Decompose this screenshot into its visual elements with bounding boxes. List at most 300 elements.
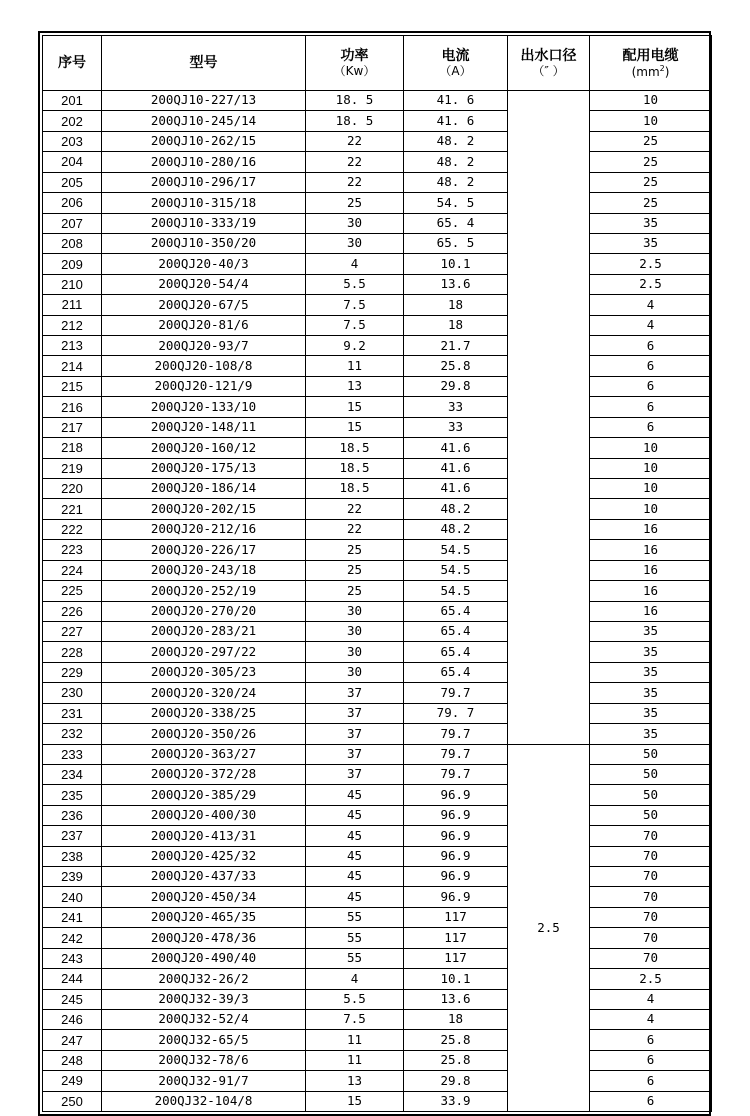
table-row <box>43 989 712 1009</box>
cell-model: 200QJ32-52/4 <box>102 1009 306 1029</box>
cell-cable: 35 <box>590 703 712 723</box>
cell-cable: 4 <box>590 315 712 335</box>
table-row <box>43 356 712 376</box>
cell-index: 219 <box>43 458 102 478</box>
table-row <box>43 1091 712 1111</box>
cell-current: 18 <box>404 315 508 335</box>
cell-power: 11 <box>306 1030 404 1050</box>
table-row <box>43 1009 712 1029</box>
cell-cable: 50 <box>590 785 712 805</box>
cell-power: 15 <box>306 1091 404 1111</box>
cell-current: 54.5 <box>404 581 508 601</box>
cell-model: 200QJ20-81/6 <box>102 315 306 335</box>
cell-cable: 10 <box>590 111 712 131</box>
cell-cable: 4 <box>590 1009 712 1029</box>
table-row <box>43 887 712 907</box>
cell-index: 206 <box>43 193 102 213</box>
table-row <box>43 91 712 111</box>
cell-model: 200QJ32-78/6 <box>102 1050 306 1070</box>
cell-power: 45 <box>306 785 404 805</box>
cell-index: 248 <box>43 1050 102 1070</box>
cell-model: 200QJ10-227/13 <box>102 91 306 111</box>
table-row <box>43 254 712 274</box>
table-row <box>43 560 712 580</box>
header-cable <box>590 36 712 91</box>
cell-model: 200QJ10-350/20 <box>102 233 306 253</box>
table-row <box>43 315 712 335</box>
cell-model: 200QJ32-26/2 <box>102 969 306 989</box>
cell-power: 25 <box>306 581 404 601</box>
cell-cable: 70 <box>590 867 712 887</box>
cell-cable: 16 <box>590 581 712 601</box>
cell-model: 200QJ20-465/35 <box>102 907 306 927</box>
cell-current: 48. 2 <box>404 152 508 172</box>
cell-model: 200QJ20-400/30 <box>102 805 306 825</box>
cell-model: 200QJ20-212/16 <box>102 519 306 539</box>
cell-index: 215 <box>43 376 102 396</box>
cell-current: 41.6 <box>404 479 508 499</box>
table-row <box>43 785 712 805</box>
table-row <box>43 376 712 396</box>
cell-index: 230 <box>43 683 102 703</box>
cell-index: 225 <box>43 581 102 601</box>
cell-index: 246 <box>43 1009 102 1029</box>
cell-index: 205 <box>43 172 102 192</box>
cell-index: 214 <box>43 356 102 376</box>
cell-model: 200QJ20-175/13 <box>102 458 306 478</box>
cell-current: 79. 7 <box>404 703 508 723</box>
header-power <box>306 36 404 91</box>
cell-model: 200QJ20-252/19 <box>102 581 306 601</box>
cell-model: 200QJ20-305/23 <box>102 662 306 682</box>
cell-power: 22 <box>306 172 404 192</box>
table-row <box>43 724 712 744</box>
cell-power: 22 <box>306 519 404 539</box>
cell-current: 117 <box>404 948 508 968</box>
cell-current: 41.6 <box>404 438 508 458</box>
cell-cable: 10 <box>590 499 712 519</box>
cell-cable: 6 <box>590 336 712 356</box>
cell-index: 201 <box>43 91 102 111</box>
cell-power: 15 <box>306 397 404 417</box>
cell-index: 239 <box>43 867 102 887</box>
cell-current: 21.7 <box>404 336 508 356</box>
cell-index: 228 <box>43 642 102 662</box>
cell-cable: 35 <box>590 662 712 682</box>
cell-current: 54.5 <box>404 560 508 580</box>
cell-model: 200QJ20-270/20 <box>102 601 306 621</box>
cell-model: 200QJ20-67/5 <box>102 295 306 315</box>
cell-current: 10.1 <box>404 254 508 274</box>
cell-cable: 2.5 <box>590 274 712 294</box>
table-row <box>43 213 712 233</box>
table-row <box>43 662 712 682</box>
cell-current: 25.8 <box>404 356 508 376</box>
cell-power: 30 <box>306 233 404 253</box>
cell-cable: 50 <box>590 805 712 825</box>
cell-current: 65.4 <box>404 642 508 662</box>
cell-model: 200QJ20-413/31 <box>102 826 306 846</box>
cell-model: 200QJ20-425/32 <box>102 846 306 866</box>
cell-model: 200QJ20-133/10 <box>102 397 306 417</box>
cell-cable: 50 <box>590 744 712 764</box>
cell-power: 37 <box>306 744 404 764</box>
cell-current: 41.6 <box>404 458 508 478</box>
table-row <box>43 581 712 601</box>
cell-current: 54. 5 <box>404 193 508 213</box>
cell-power: 7.5 <box>306 1009 404 1029</box>
header-model: 型号 <box>102 36 306 91</box>
cell-model: 200QJ10-280/16 <box>102 152 306 172</box>
cell-cable: 6 <box>590 376 712 396</box>
cell-index: 213 <box>43 336 102 356</box>
cell-model: 200QJ20-121/9 <box>102 376 306 396</box>
cell-power: 18. 5 <box>306 111 404 131</box>
pump-spec-table-frame <box>38 31 711 1116</box>
header-power-label: 功率 <box>340 48 369 64</box>
cell-current: 48. 2 <box>404 172 508 192</box>
header-power-unit: （Kw） <box>333 64 376 78</box>
table-row <box>43 458 712 478</box>
cell-power: 18.5 <box>306 438 404 458</box>
table-row <box>43 519 712 539</box>
cell-power: 30 <box>306 662 404 682</box>
cell-model: 200QJ20-320/24 <box>102 683 306 703</box>
cell-current: 96.9 <box>404 826 508 846</box>
cell-index: 218 <box>43 438 102 458</box>
cell-current: 41. 6 <box>404 91 508 111</box>
cell-current: 65. 5 <box>404 233 508 253</box>
cell-current: 54.5 <box>404 540 508 560</box>
cell-index: 204 <box>43 152 102 172</box>
cell-power: 15 <box>306 417 404 437</box>
cell-index: 224 <box>43 560 102 580</box>
cell-outlet-merged: 2.5 <box>508 744 590 1112</box>
table-row <box>43 621 712 641</box>
cell-model: 200QJ20-490/40 <box>102 948 306 968</box>
cell-model: 200QJ20-202/15 <box>102 499 306 519</box>
cell-power: 45 <box>306 846 404 866</box>
cell-power: 30 <box>306 213 404 233</box>
cell-current: 65.4 <box>404 601 508 621</box>
cell-current: 48. 2 <box>404 131 508 151</box>
table-row <box>43 703 712 723</box>
header-current <box>404 36 508 91</box>
cell-current: 79.7 <box>404 683 508 703</box>
cell-index: 210 <box>43 274 102 294</box>
cell-cable: 25 <box>590 193 712 213</box>
cell-power: 25 <box>306 540 404 560</box>
table-row <box>43 417 712 437</box>
cell-index: 233 <box>43 744 102 764</box>
cell-model: 200QJ20-226/17 <box>102 540 306 560</box>
table-row <box>43 336 712 356</box>
cell-model: 200QJ20-243/18 <box>102 560 306 580</box>
cell-power: 18.5 <box>306 458 404 478</box>
cell-power: 30 <box>306 621 404 641</box>
cell-index: 211 <box>43 295 102 315</box>
cell-cable: 4 <box>590 295 712 315</box>
cell-index: 220 <box>43 479 102 499</box>
cell-cable: 70 <box>590 826 712 846</box>
cell-index: 234 <box>43 764 102 784</box>
cell-power: 25 <box>306 560 404 580</box>
cell-index: 245 <box>43 989 102 1009</box>
cell-model: 200QJ32-65/5 <box>102 1030 306 1050</box>
cell-index: 232 <box>43 724 102 744</box>
cell-model: 200QJ20-186/14 <box>102 479 306 499</box>
cell-current: 33 <box>404 397 508 417</box>
table-row <box>43 233 712 253</box>
cell-current: 33 <box>404 417 508 437</box>
header-row <box>43 36 712 91</box>
cell-index: 243 <box>43 948 102 968</box>
cell-current: 79.7 <box>404 764 508 784</box>
cell-power: 4 <box>306 969 404 989</box>
cell-index: 231 <box>43 703 102 723</box>
cell-index: 203 <box>43 131 102 151</box>
table-row <box>43 683 712 703</box>
cell-index: 208 <box>43 233 102 253</box>
table-row <box>43 846 712 866</box>
table-row <box>43 397 712 417</box>
cell-cable: 6 <box>590 1050 712 1070</box>
table-row <box>43 764 712 784</box>
table-row <box>43 152 712 172</box>
cell-current: 13.6 <box>404 989 508 1009</box>
cell-index: 244 <box>43 969 102 989</box>
cell-index: 238 <box>43 846 102 866</box>
cell-model: 200QJ10-333/19 <box>102 213 306 233</box>
cell-power: 30 <box>306 642 404 662</box>
cell-cable: 35 <box>590 621 712 641</box>
cell-index: 236 <box>43 805 102 825</box>
cell-index: 209 <box>43 254 102 274</box>
pump-spec-table <box>42 35 712 1112</box>
cell-model: 200QJ10-315/18 <box>102 193 306 213</box>
header-outlet-unit: （″ ） <box>532 64 565 78</box>
cell-index: 217 <box>43 417 102 437</box>
cell-power: 5.5 <box>306 274 404 294</box>
cell-current: 13.6 <box>404 274 508 294</box>
cell-cable: 10 <box>590 438 712 458</box>
table-row <box>43 928 712 948</box>
table-row <box>43 193 712 213</box>
cell-power: 9.2 <box>306 336 404 356</box>
header-outlet-label: 出水口径 <box>520 48 577 64</box>
cell-cable: 2.5 <box>590 969 712 989</box>
table-row <box>43 826 712 846</box>
cell-current: 117 <box>404 928 508 948</box>
cell-cable: 6 <box>590 417 712 437</box>
table-row <box>43 969 712 989</box>
cell-power: 37 <box>306 683 404 703</box>
cell-model: 200QJ10-296/17 <box>102 172 306 192</box>
cell-cable: 70 <box>590 887 712 907</box>
cell-current: 65.4 <box>404 621 508 641</box>
cell-model: 200QJ20-437/33 <box>102 867 306 887</box>
cell-cable: 35 <box>590 724 712 744</box>
cell-cable: 35 <box>590 213 712 233</box>
cell-index: 221 <box>43 499 102 519</box>
cell-model: 200QJ20-450/34 <box>102 887 306 907</box>
cell-power: 25 <box>306 193 404 213</box>
cell-cable: 70 <box>590 948 712 968</box>
cell-model: 200QJ20-40/3 <box>102 254 306 274</box>
cell-current: 29.8 <box>404 1071 508 1091</box>
cell-cable: 25 <box>590 152 712 172</box>
cell-current: 33.9 <box>404 1091 508 1111</box>
header-current-label: 电流 <box>441 48 470 64</box>
cell-power: 22 <box>306 152 404 172</box>
header-current-unit: （A） <box>439 64 472 78</box>
cell-cable: 16 <box>590 540 712 560</box>
cell-current: 96.9 <box>404 867 508 887</box>
table-row <box>43 499 712 519</box>
cell-cable: 25 <box>590 172 712 192</box>
cell-power: 18.5 <box>306 479 404 499</box>
cell-index: 202 <box>43 111 102 131</box>
cell-cable: 6 <box>590 1091 712 1111</box>
table-row <box>43 907 712 927</box>
cell-index: 237 <box>43 826 102 846</box>
cell-power: 11 <box>306 356 404 376</box>
header-cable-unit: $(mm^2)$ <box>631 63 670 79</box>
header-cable-label: 配用电缆 <box>622 47 679 64</box>
cell-index: 207 <box>43 213 102 233</box>
cell-cable: 35 <box>590 683 712 703</box>
cell-model: 200QJ32-104/8 <box>102 1091 306 1111</box>
table-row <box>43 479 712 499</box>
cell-current: 96.9 <box>404 887 508 907</box>
cell-cable: 70 <box>590 907 712 927</box>
cell-model: 200QJ20-338/25 <box>102 703 306 723</box>
cell-index: 226 <box>43 601 102 621</box>
cell-power: 7.5 <box>306 295 404 315</box>
cell-current: 96.9 <box>404 846 508 866</box>
table-row <box>43 744 712 764</box>
table-row <box>43 540 712 560</box>
cell-cable: 10 <box>590 479 712 499</box>
cell-model: 200QJ20-350/26 <box>102 724 306 744</box>
cell-power: 45 <box>306 867 404 887</box>
cell-model: 200QJ20-385/29 <box>102 785 306 805</box>
cell-index: 249 <box>43 1071 102 1091</box>
cell-model: 200QJ20-160/12 <box>102 438 306 458</box>
cell-index: 235 <box>43 785 102 805</box>
table-row <box>43 172 712 192</box>
table-body <box>43 91 712 1112</box>
cell-model: 200QJ20-297/22 <box>102 642 306 662</box>
header-index: 序号 <box>43 36 102 91</box>
table-row <box>43 111 712 131</box>
cell-cable: 6 <box>590 1071 712 1091</box>
cell-index: 240 <box>43 887 102 907</box>
table-row <box>43 1050 712 1070</box>
cell-cable: 10 <box>590 91 712 111</box>
cell-current: 18 <box>404 1009 508 1029</box>
cell-power: 55 <box>306 907 404 927</box>
table-row <box>43 1030 712 1050</box>
table-row <box>43 642 712 662</box>
cell-power: 11 <box>306 1050 404 1070</box>
cell-current: 48.2 <box>404 519 508 539</box>
cell-model: 200QJ20-363/27 <box>102 744 306 764</box>
cell-model: 200QJ20-283/21 <box>102 621 306 641</box>
table-row <box>43 601 712 621</box>
cell-power: 18. 5 <box>306 91 404 111</box>
table-row <box>43 805 712 825</box>
cell-cable: 10 <box>590 458 712 478</box>
cell-current: 65. 4 <box>404 213 508 233</box>
cell-index: 212 <box>43 315 102 335</box>
cell-index: 242 <box>43 928 102 948</box>
cell-index: 241 <box>43 907 102 927</box>
cell-power: 55 <box>306 928 404 948</box>
cell-power: 13 <box>306 1071 404 1091</box>
cell-model: 200QJ10-262/15 <box>102 131 306 151</box>
cell-outlet-merged <box>508 91 590 745</box>
table-row <box>43 867 712 887</box>
cell-model: 200QJ20-478/36 <box>102 928 306 948</box>
cell-current: 79.7 <box>404 744 508 764</box>
cell-cable: 35 <box>590 233 712 253</box>
cell-model: 200QJ20-148/11 <box>102 417 306 437</box>
cell-current: 18 <box>404 295 508 315</box>
cell-current: 29.8 <box>404 376 508 396</box>
cell-cable: 6 <box>590 356 712 376</box>
cell-current: 96.9 <box>404 785 508 805</box>
cell-current: 48.2 <box>404 499 508 519</box>
cell-model: 200QJ10-245/14 <box>102 111 306 131</box>
cell-cable: 16 <box>590 519 712 539</box>
cell-cable: 16 <box>590 560 712 580</box>
cell-cable: 4 <box>590 989 712 1009</box>
cell-cable: 70 <box>590 928 712 948</box>
cell-index: 216 <box>43 397 102 417</box>
cell-power: 45 <box>306 805 404 825</box>
cell-index: 223 <box>43 540 102 560</box>
cell-power: 22 <box>306 499 404 519</box>
cell-power: 4 <box>306 254 404 274</box>
cell-power: 5.5 <box>306 989 404 1009</box>
cell-index: 222 <box>43 519 102 539</box>
cell-index: 227 <box>43 621 102 641</box>
cell-model: 200QJ20-93/7 <box>102 336 306 356</box>
table-row <box>43 131 712 151</box>
cell-index: 247 <box>43 1030 102 1050</box>
table-row <box>43 295 712 315</box>
cell-cable: 6 <box>590 1030 712 1050</box>
header-outlet <box>508 36 590 91</box>
cell-cable: 6 <box>590 397 712 417</box>
cell-power: 37 <box>306 703 404 723</box>
cell-index: 229 <box>43 662 102 682</box>
cell-model: 200QJ32-91/7 <box>102 1071 306 1091</box>
cell-model: 200QJ32-39/3 <box>102 989 306 1009</box>
cell-power: 55 <box>306 948 404 968</box>
cell-cable: 16 <box>590 601 712 621</box>
cell-cable: 35 <box>590 642 712 662</box>
cell-power: 45 <box>306 826 404 846</box>
cell-power: 22 <box>306 131 404 151</box>
cell-cable: 70 <box>590 846 712 866</box>
cell-current: 25.8 <box>404 1050 508 1070</box>
cell-cable: 50 <box>590 764 712 784</box>
cell-current: 65.4 <box>404 662 508 682</box>
table-row <box>43 948 712 968</box>
table-row <box>43 438 712 458</box>
